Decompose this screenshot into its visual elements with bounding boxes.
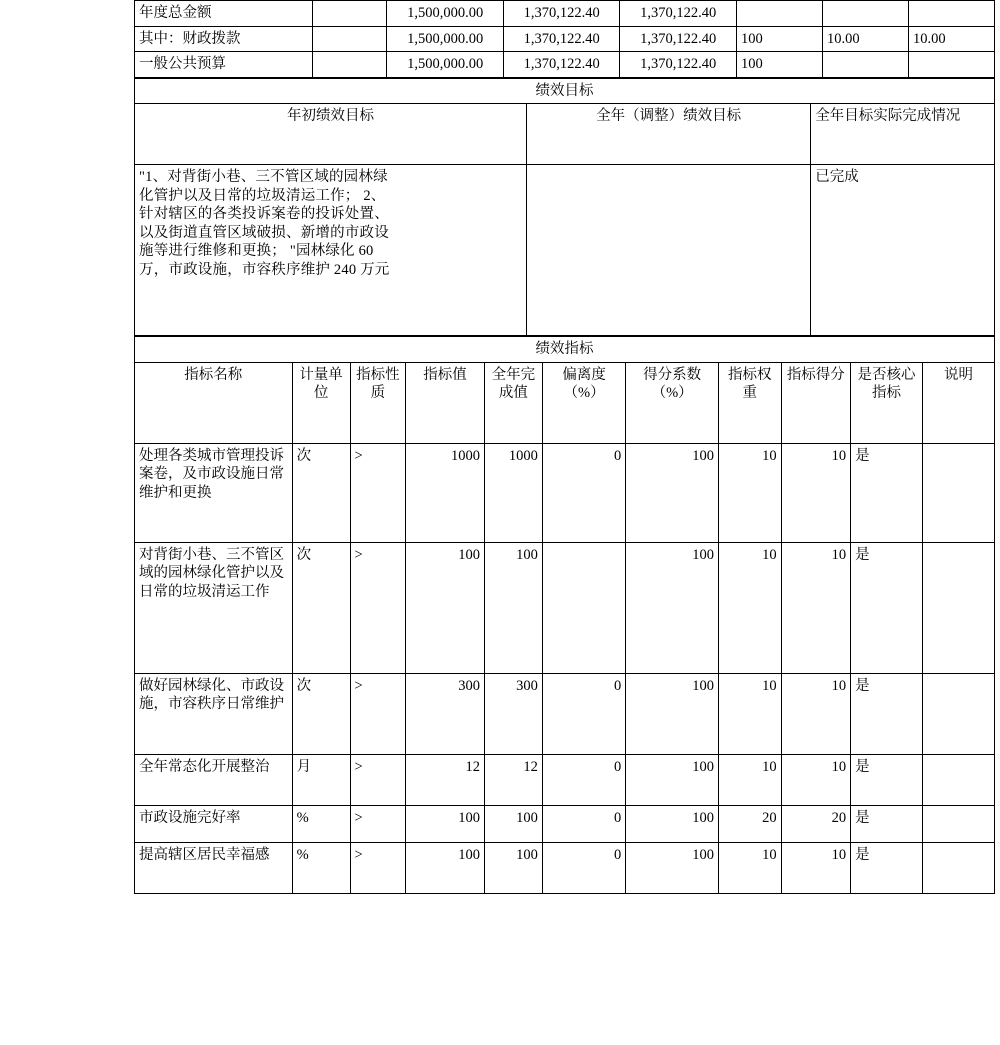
- indicator-deviation: 0: [542, 754, 625, 805]
- indicator-note: [922, 805, 994, 842]
- indicator-core: 是: [851, 842, 923, 893]
- indicator-note: [922, 842, 994, 893]
- goal-initial-line: "1、对背街小巷、三不管区域的园林绿: [139, 169, 388, 186]
- indicator-coefficient: 100: [626, 842, 719, 893]
- indicator-deviation: 0: [542, 842, 625, 893]
- performance-indicator-band-title: 绩效指标: [135, 337, 995, 363]
- goal-initial-line: 以及街道直管区域破损、新增的市政设: [139, 224, 389, 241]
- indicator-core: 是: [851, 542, 923, 673]
- indicator-score: 10: [781, 542, 851, 673]
- indicator-weight: 10: [719, 842, 782, 893]
- budget-row-p2: 10.00: [822, 26, 908, 52]
- performance-goal-header-row: [135, 104, 995, 165]
- indicator-property: >: [350, 842, 406, 893]
- col-header-property: 指标性质: [350, 362, 406, 443]
- indicator-unit: 次: [292, 542, 350, 673]
- indicator-score: 20: [781, 805, 851, 842]
- budget-row-blank: [312, 26, 387, 52]
- performance-goal-band-title: 绩效目标: [135, 78, 995, 104]
- budget-row-col2: 1,370,122.40: [503, 52, 620, 78]
- goal-actual-text: 已完成: [811, 165, 995, 336]
- budget-row-p3: [908, 52, 994, 78]
- goal-initial-line: 化管护以及日常的垃圾清运工作； 2、: [139, 187, 386, 204]
- budget-row-label: 一般公共预算: [135, 52, 313, 78]
- indicator-coefficient: 100: [626, 443, 719, 542]
- indicator-done: 100: [484, 805, 542, 842]
- indicator-note: [922, 542, 994, 673]
- goal-header-adjusted: 全年（调整）绩效目标: [527, 104, 811, 165]
- indicator-unit: 次: [292, 443, 350, 542]
- indicator-property: >: [350, 443, 406, 542]
- col-header-done: 全年完成值: [484, 362, 542, 443]
- budget-row-col2: 1,370,122.40: [503, 26, 620, 52]
- indicator-deviation: 0: [542, 805, 625, 842]
- performance-indicator-table: [134, 336, 995, 894]
- indicator-done: 12: [484, 754, 542, 805]
- performance-goal-content-row: [135, 165, 995, 336]
- table-row: [135, 26, 995, 52]
- performance-goal-table: [134, 78, 995, 337]
- indicator-weight: 20: [719, 805, 782, 842]
- indicator-weight: 10: [719, 754, 782, 805]
- indicator-name: 处理各类城市管理投诉案卷，及市政设施日常维护和更换: [135, 443, 293, 542]
- indicator-deviation: 0: [542, 673, 625, 754]
- budget-table: [134, 0, 995, 78]
- goal-initial-line: 施等进行维修和更换； "园林绿化 60: [139, 243, 374, 260]
- budget-row-p2: [822, 52, 908, 78]
- goal-initial-line: 万，市政设施，市容秩序维护 240 万元: [139, 261, 390, 278]
- goal-header-initial: 年初绩效目标: [135, 104, 527, 165]
- goal-initial-line: 针对辖区的各类投诉案卷的投诉处置、: [139, 206, 389, 223]
- col-header-coefficient: 得分系数（%）: [626, 362, 719, 443]
- budget-row-blank: [312, 1, 387, 27]
- budget-row-col2: 1,370,122.40: [503, 1, 620, 27]
- indicator-value: 100: [406, 542, 485, 673]
- col-header-core: 是否核心指标: [851, 362, 923, 443]
- indicator-score: 10: [781, 673, 851, 754]
- budget-row-col3: 1,370,122.40: [620, 52, 737, 78]
- indicator-weight: 10: [719, 542, 782, 673]
- indicator-value: 300: [406, 673, 485, 754]
- table-row: [135, 805, 995, 842]
- budget-row-p3: 10.00: [908, 26, 994, 52]
- table-row: [135, 52, 995, 78]
- table-row: [135, 542, 995, 673]
- indicator-core: 是: [851, 673, 923, 754]
- indicator-coefficient: 100: [626, 754, 719, 805]
- performance-indicator-band: [135, 337, 995, 363]
- col-header-name: 指标名称: [135, 362, 293, 443]
- indicator-name: 做好园林绿化、市政设施，市容秩序日常维护: [135, 673, 293, 754]
- budget-row-col1: 1,500,000.00: [387, 1, 504, 27]
- indicator-unit: %: [292, 842, 350, 893]
- budget-row-col3: 1,370,122.40: [620, 1, 737, 27]
- indicator-done: 300: [484, 673, 542, 754]
- indicator-name: 对背街小巷、三不管区域的园林绿化管护以及日常的垃圾清运工作: [135, 542, 293, 673]
- indicator-name: 提高辖区居民幸福感: [135, 842, 293, 893]
- col-header-value: 指标值: [406, 362, 485, 443]
- col-header-weight: 指标权重: [719, 362, 782, 443]
- budget-row-col1: 1,500,000.00: [387, 26, 504, 52]
- table-row: [135, 443, 995, 542]
- indicator-note: [922, 673, 994, 754]
- budget-row-p1: 100: [736, 26, 822, 52]
- table-row: [135, 754, 995, 805]
- table-row: [135, 673, 995, 754]
- indicator-name: 市政设施完好率: [135, 805, 293, 842]
- col-header-unit: 计量单位: [292, 362, 350, 443]
- indicator-property: >: [350, 754, 406, 805]
- col-header-score: 指标得分: [781, 362, 851, 443]
- indicator-score: 10: [781, 443, 851, 542]
- indicator-core: 是: [851, 754, 923, 805]
- goal-adjusted-text: [527, 165, 811, 336]
- indicator-score: 10: [781, 754, 851, 805]
- indicator-coefficient: 100: [626, 673, 719, 754]
- indicator-done: 100: [484, 542, 542, 673]
- budget-row-p1: [736, 1, 822, 27]
- indicator-value: 12: [406, 754, 485, 805]
- budget-row-p2: [822, 1, 908, 27]
- indicator-done: 100: [484, 842, 542, 893]
- indicator-weight: 10: [719, 673, 782, 754]
- performance-goal-band: [135, 78, 995, 104]
- budget-row-label: 其中：财政拨款: [135, 26, 313, 52]
- indicator-coefficient: 100: [626, 805, 719, 842]
- indicator-deviation: 0: [542, 443, 625, 542]
- indicator-coefficient: 100: [626, 542, 719, 673]
- indicator-unit: 次: [292, 673, 350, 754]
- table-row: [135, 842, 995, 893]
- indicator-property: >: [350, 673, 406, 754]
- indicator-unit: 月: [292, 754, 350, 805]
- indicator-note: [922, 754, 994, 805]
- indicator-note: [922, 443, 994, 542]
- budget-row-p3: [908, 1, 994, 27]
- indicator-core: 是: [851, 443, 923, 542]
- indicator-value: 100: [406, 842, 485, 893]
- col-header-deviation: 偏离度（%）: [542, 362, 625, 443]
- indicator-core: 是: [851, 805, 923, 842]
- indicator-property: >: [350, 542, 406, 673]
- indicator-unit: %: [292, 805, 350, 842]
- indicator-score: 10: [781, 842, 851, 893]
- indicator-weight: 10: [719, 443, 782, 542]
- budget-row-label: 年度总金额: [135, 1, 313, 27]
- indicator-header-row: [135, 362, 995, 443]
- goal-header-actual: 全年目标实际完成情况: [811, 104, 995, 165]
- budget-row-p1: 100: [736, 52, 822, 78]
- indicator-name: 全年常态化开展整治: [135, 754, 293, 805]
- budget-row-col3: 1,370,122.40: [620, 26, 737, 52]
- budget-row-blank: [312, 52, 387, 78]
- indicator-deviation: [542, 542, 625, 673]
- col-header-note: 说明: [922, 362, 994, 443]
- table-row: [135, 1, 995, 27]
- budget-row-col1: 1,500,000.00: [387, 52, 504, 78]
- indicator-property: >: [350, 805, 406, 842]
- indicator-value: 100: [406, 805, 485, 842]
- indicator-done: 1000: [484, 443, 542, 542]
- goal-initial-text: [135, 165, 527, 336]
- indicator-value: 1000: [406, 443, 485, 542]
